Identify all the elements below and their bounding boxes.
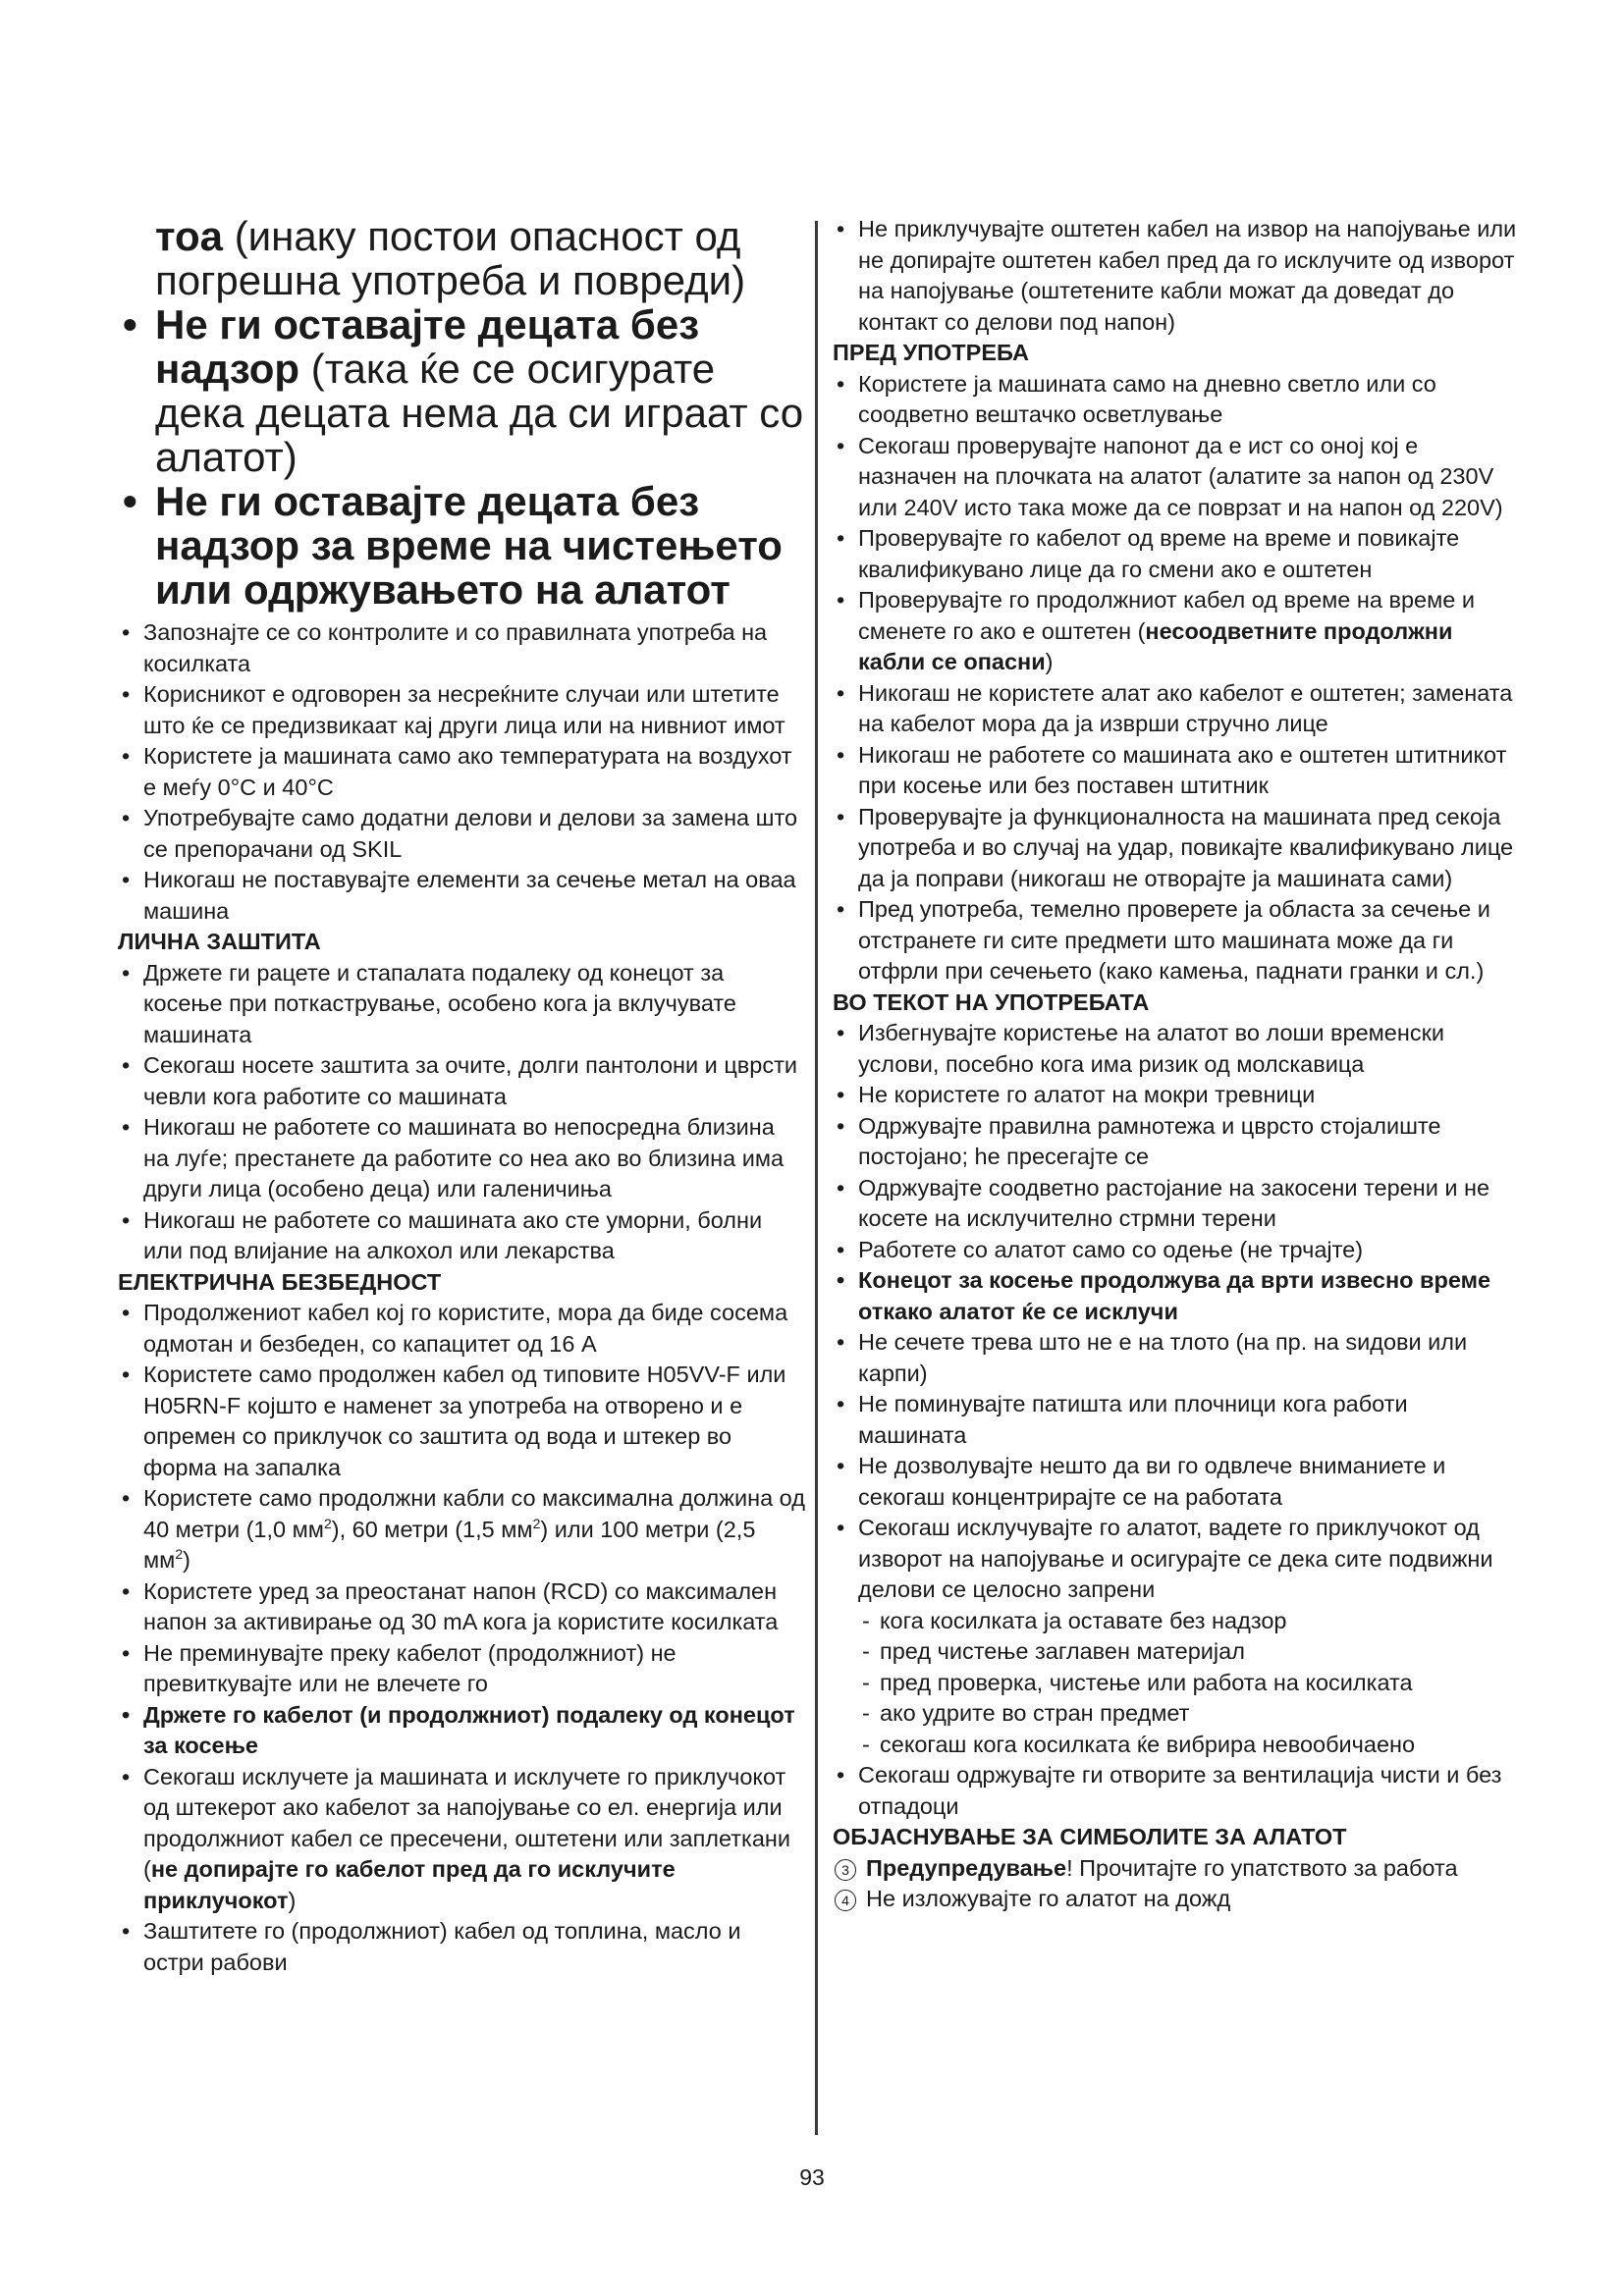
ventilation-list <box>833 1760 1520 1822</box>
big-warning-item: • Не ги оставајте децата без надзор (така ќе се осигурате дека децата нема да си играат со алатот) <box>123 301 804 480</box>
list-item: • Секогаш одржувајте ги отворите за вентилација чисти и без отпадоци <box>833 1760 1520 1822</box>
section-heading: ОБЈАСНУВАЊЕ ЗА СИМБОЛИТЕ ЗА АЛАТОТ <box>833 1824 1347 1849</box>
list-item-mixed: • Проверувајте го продолжниот кабел од време на време и сменете го ако е оштетен (несоодветните продолжни кабли се опасни) <box>833 585 1520 678</box>
list-item: • Никогаш не работете со машината во непосредна близина на луѓе; престанете да работите со неа ако во близина има други лица (особено деца) или галеничиња <box>118 1112 805 1205</box>
list-item: • Не поминувајте патишта или плочници кога работи машината <box>833 1389 1520 1451</box>
stop-conditions-list <box>833 1606 1520 1761</box>
list-item: • Секогаш проверувајте напонот да е ист со оној кој е назначен на плочката на алатот (алатите за напон од 230V или 240V исто така може да се поврзат и на напон од 220V) <box>833 431 1520 524</box>
electrical-safety-list <box>118 1298 805 1978</box>
section-heading: ЕЛЕКТРИЧНА БЕЗБЕДНОСТ <box>118 1268 442 1295</box>
list-item: • Никогаш не користете алат ако кабелот е оштетен; замената на кабелот мора да ја изврши стручно лице <box>833 678 1520 740</box>
page-number: 93 <box>799 2164 825 2190</box>
list-item: • Работете со алатот само со одење (не трчајте) <box>833 1235 1520 1266</box>
list-item-cable-length: • Користете само продолжни кабли со максимална должина од 40 метри (1,0 $мм^2$), 60 метри (1,5 $мм^2$) или 100 метри (2,5 $мм^2$) <box>118 1483 805 1576</box>
section-heading: ПРЕД УПОТРЕБА <box>833 340 1029 365</box>
sub-list-item: - пред проверка, чистење или работа на косилката <box>833 1668 1520 1699</box>
list-item: • Не користете го алатот на мокри тревници <box>833 1080 1520 1111</box>
section-heading: ЛИЧНА ЗАШТИТА <box>118 929 321 954</box>
list-item-mixed: • Секогаш исклучете ја машината и исклучете го приклучокот од штекерот ако кабелот за напојување со ел. енергија или продолжниот кабел се пресечени, оштетени или заплеткани (не допирајте го кабелот пред да го исклучите приклучокот) <box>118 1762 805 1917</box>
continued-warning: тоа (инаку постои опасност од погрешна употреба и повреди) <box>155 213 746 303</box>
list-item: • Користете уред за преостанат напон (RCD) со максимален напон за активирање од 30 mA кога ја користите косилката <box>118 1576 805 1638</box>
list-item: • Избегнувајте користење на алатот во лоши временски услови, посебно кога има ризик од молскавица <box>833 1018 1520 1080</box>
column-divider <box>815 221 818 2135</box>
list-item-bold: • Конецот за косење продолжува да врти извесно време откако алатот ќе се исклучи <box>833 1265 1520 1327</box>
right-column <box>833 214 1520 1915</box>
circled-number-3-icon: 3 <box>835 1859 856 1881</box>
list-item: • Запознајте се со контролите и со правилната употреба на косилката <box>118 617 805 679</box>
list-item: • Пред употреба, темелно проверете ја областа за сечење и отстранете ги сите предмети што машината може да ги отфрли при сечењето (како камења, паднати гранки и сл.) <box>833 894 1520 988</box>
list-item: • Никогаш не работете со машината ако сте уморни, болни или под влијание на алкохол или лекарства <box>118 1205 805 1267</box>
list-item: • Употребувајте само додатни делови и делови за замена што се препорачани од SKIL <box>118 803 805 865</box>
list-item: • Одржувајте правилна рамнотежа и цврсто стојалиште постојано; he пресегајте се <box>833 1111 1520 1173</box>
before-use-list <box>833 369 1520 988</box>
list-item: • Користете ја машината само на дневно светло или со соодветно вештачко осветлување <box>833 369 1520 431</box>
list-item: • Не преминувајте преку кабелот (продолжниот) не превиткувајте или не влечете го <box>118 1638 805 1700</box>
left-small-text <box>118 617 805 1978</box>
cable-warning-list <box>833 214 1520 338</box>
list-item: • Никогаш не поставувајте елементи за сечење метал на оваа машина <box>118 865 805 927</box>
sub-list-item: - кога косилката ја оставате без надзор <box>833 1606 1520 1637</box>
list-item: • Проверувајте го кабелот од време на време и повикајте квалификувано лице да го смени ако е оштетен <box>833 523 1520 585</box>
list-item-bold: • Држете го кабелот (и продолжниот) подалеку од конецот за косење <box>118 1700 805 1762</box>
list-item: • Никогаш не работете со машината ако е оштетен штитникот при косење или без поставен штитник <box>833 740 1520 802</box>
list-item: • Не сечете трева што не е на тлото (на пр. на ѕидови или карпи) <box>833 1327 1520 1389</box>
personal-safety-list <box>118 958 805 1267</box>
list-item: • Не дозволувајте нешто да ви го одвлече вниманиете и секогаш концентрирајте се на работата <box>833 1451 1520 1513</box>
sub-list-item: - ако удрите во стран предмет <box>833 1698 1520 1730</box>
symbol-item-warning: 3 Предупредување! Прочитајте го упатството за работа <box>833 1853 1520 1885</box>
circled-number-4-icon: 4 <box>835 1890 856 1911</box>
left-column <box>118 214 805 1978</box>
general-list <box>118 617 805 927</box>
list-item: • Не приклучувајте оштетен кабел на извор на напојување или не допирајте оштетен кабел пред да го исклучите од изворот на напојување (оштетените кабли можат да доведат до контакт со делови под напон) <box>833 214 1520 338</box>
list-item: • Секогаш носете заштита за очите, долги пантолони и цврсти чевли кога работите со машината <box>118 1050 805 1112</box>
symbol-item-rain: 4 Не изложувајте го алатот на дожд <box>833 1884 1520 1915</box>
sub-list-item: - пред чистење заглавен материјал <box>833 1636 1520 1668</box>
list-item: • Одржувајте соодветно растојание на закосени терени и не косете на исклучително стрмни терени <box>833 1173 1520 1235</box>
sub-list-item: - секогаш кога косилката ќе вибрира невообичаено <box>833 1730 1520 1761</box>
list-item: • Користете ја машината само ако температурата на воздухот е меѓу 0°C и 40°C <box>118 741 805 803</box>
list-item: • Продолжениот кабел кој го користите, мора да биде сосема одмотан и безбеден, со капацитет од 16 A <box>118 1298 805 1360</box>
during-use-list <box>833 1018 1520 1606</box>
list-item: • Проверувајте ја функционалноста на машината пред секоја употреба и во случај на удар, повикајте квалификувано лице да ја поправи (никогаш не отворајте ја машината сами) <box>833 802 1520 895</box>
list-item: • Секогаш исклучувајте го алатот, вадете го приклучокот од изворот на напојување и осигурајте се дека сите подвижни делови се целосно запрени <box>833 1513 1520 1606</box>
list-item: • Корисникот е одговорен за несреќните случаи или штетите што ќе се предизвикаат кај други лица или на нивниот имот <box>118 679 805 741</box>
section-heading: ВО ТЕКОТ НА УПОТРЕБАТА <box>833 988 1150 1015</box>
list-item: • Заштитете го (продолжниот) кабел од топлина, масло и остри рабови <box>118 1916 805 1978</box>
list-item: • Држете ги рацете и стапалата подалеку од конецот за косење при поткастрување, особено кога ја вклучувате машината <box>118 958 805 1051</box>
list-item: • Користете само продолжен кабел од типовите H05VV-F или H05RN-F којшто е наменет за употреба на отворено и е опремен со приклучок со заштита од вода и штекер во форма на запалка <box>118 1360 805 1483</box>
big-warning-item: • Не ги оставајте децата без надзор за време на чистењето или одржувањето на алатот <box>123 478 783 613</box>
